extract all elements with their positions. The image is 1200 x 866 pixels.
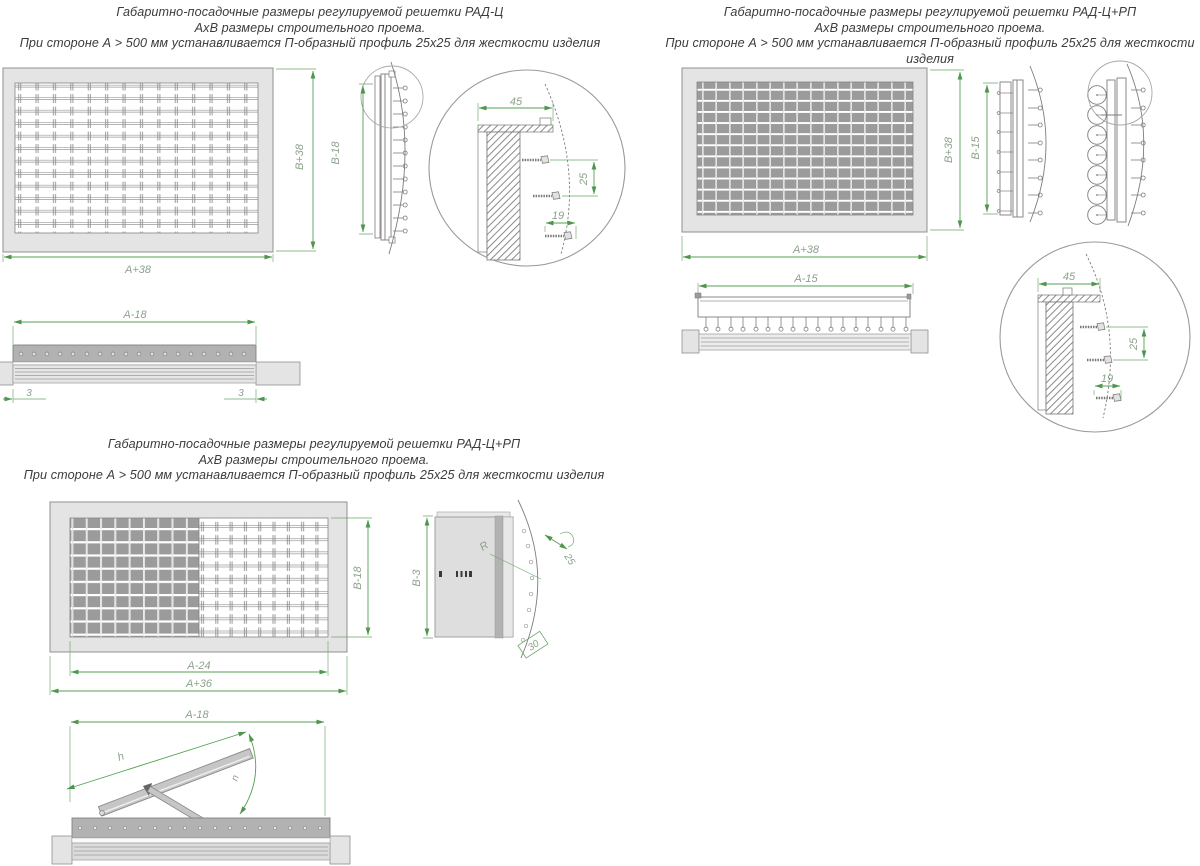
drawing-title-rad-c <box>0 5 620 52</box>
dim-edge-left <box>3 388 46 403</box>
drawing-title-rad-c-rp-plenum <box>8 437 620 484</box>
open-flap-view <box>52 709 350 864</box>
dim-label-detail-offset: 19 <box>1100 373 1114 385</box>
front-view-grille-damper <box>682 68 927 232</box>
dim-label-slot-width: 25 <box>561 552 577 568</box>
front-view-grille-half <box>50 502 347 652</box>
dim-label-edge-left: 3 <box>26 388 32 399</box>
dim-height-outer <box>930 70 964 230</box>
dim-label-detail-width: 45 <box>1062 271 1076 283</box>
dim-slot-width <box>545 532 577 568</box>
dim-label-width-outer: А+36 <box>186 678 212 690</box>
dim-label-slot-angle: 30 <box>526 638 542 654</box>
dim-width-bottom <box>13 309 256 344</box>
bottom-section-view <box>0 345 300 385</box>
dim-height-side <box>330 84 373 234</box>
dim-label-detail-pitch: 25 <box>578 172 590 186</box>
title-line: При стороне А > 500 мм устанавливается П-образный профиль 25х25 для жесткости изделия <box>23 468 605 483</box>
dim-label-height-outer: В+38 <box>943 137 955 163</box>
title-line: При стороне А > 500 мм устанавливается П-образный профиль 25х25 для жесткости изделия <box>665 36 1195 66</box>
dim-label-height-side: В-18 <box>330 141 342 165</box>
side-profile-closed <box>997 66 1046 222</box>
front-view-grille <box>3 68 273 252</box>
plenum-side-view <box>435 500 538 658</box>
side-profile-view <box>361 62 423 254</box>
dim-label-detail-offset: 19 <box>551 210 565 222</box>
drawing-title-rad-c-rp <box>652 5 1200 67</box>
title-line: Габаритно-посадочные размеры регулируемой решетки РАД-Ц+РП <box>723 5 1137 19</box>
mounting-detail-view <box>1000 242 1190 432</box>
title-line: Габаритно-посадочные размеры регулируемой решетки РАД-Ц <box>116 5 504 19</box>
dim-label-height-side: В-15 <box>970 136 982 160</box>
dim-label-width-outer: А+38 <box>125 264 151 276</box>
dim-label-width-inner: А-24 <box>187 660 211 672</box>
title-line: АхВ размеры строительного проема. <box>814 20 1046 35</box>
drawing-rad-c-rp <box>660 60 1200 435</box>
dim-label-height-inner: В-18 <box>352 566 364 590</box>
drawing-rad-c-rp-plenum <box>0 478 660 866</box>
dim-label-detail-pitch: 25 <box>1128 337 1140 351</box>
dim-plenum-height <box>411 516 433 638</box>
dim-label-edge-right: 3 <box>238 388 244 399</box>
dim-label-width-bottom: А-18 <box>123 309 147 321</box>
dim-edge-right <box>224 388 267 403</box>
side-profile-open-blades <box>1088 61 1152 226</box>
dim-label-height-outer: В+38 <box>294 144 306 170</box>
dim-width-outer <box>3 254 273 276</box>
dim-label-flap-angle: n <box>229 773 242 783</box>
dim-label-detail-width: 45 <box>509 96 523 108</box>
dim-height-side <box>970 83 998 214</box>
title-line: При стороне А > 500 мм устанавливается П-образный профиль 25х25 для жесткости изделия <box>19 36 601 51</box>
title-line: АхВ размеры строительного проема. <box>194 20 426 35</box>
dim-label-width-bottom: А-15 <box>794 273 818 285</box>
drawing-rad-c <box>0 60 640 422</box>
dim-height-outer <box>276 69 316 251</box>
bottom-section-view <box>682 273 928 353</box>
dim-label-flap-length: h <box>116 750 126 764</box>
dim-width-outer <box>682 236 927 261</box>
dim-label-radius: R <box>477 539 491 554</box>
dim-label-width-outer: А+38 <box>793 244 819 256</box>
dim-label-plenum-height: В-3 <box>411 569 423 587</box>
dim-label-width-bottom: А-18 <box>185 709 209 721</box>
title-line: Габаритно-посадочные размеры регулируемой решетки РАД-Ц+РП <box>107 437 521 451</box>
mounting-detail-view <box>429 70 625 266</box>
title-line: АхВ размеры строительного проема. <box>198 452 430 467</box>
